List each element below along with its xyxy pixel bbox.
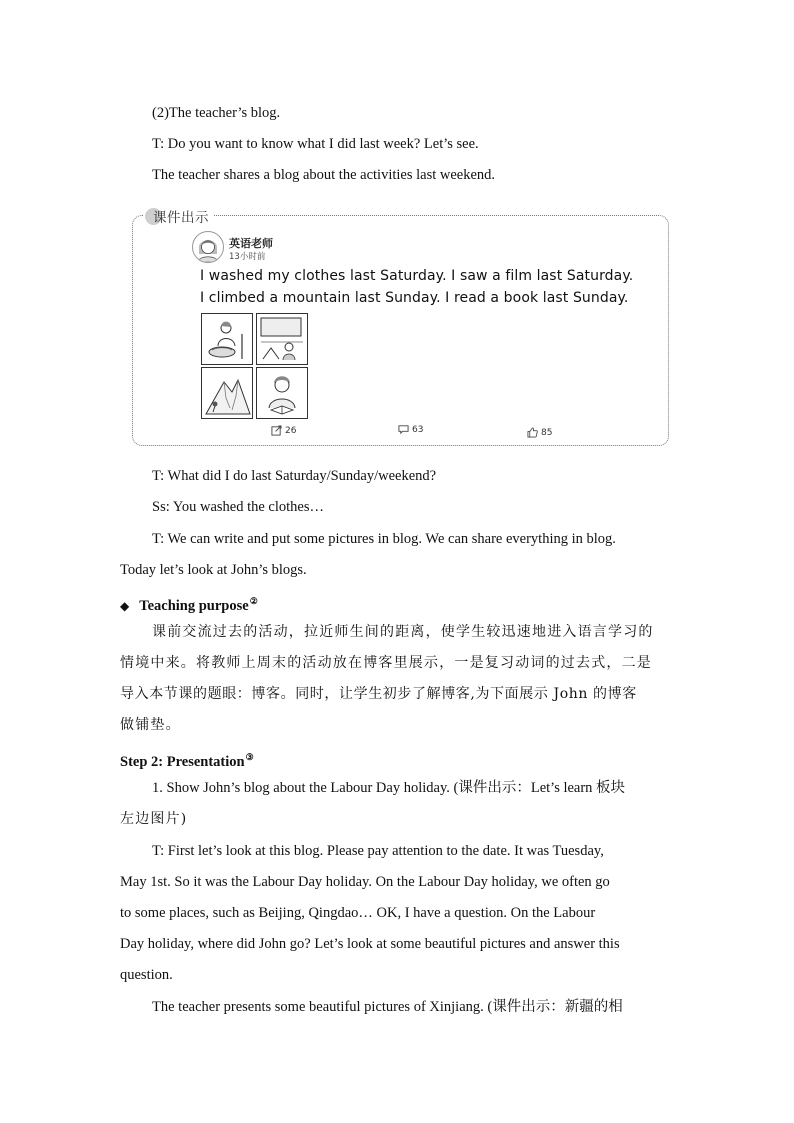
footnote-mark: ③ [245,752,254,762]
comment-count-value: 63 [412,424,424,435]
step-heading [120,748,254,771]
slide-tag [143,206,213,226]
purpose-text-line-1: 课前交流过去的活动，拉近师生间的距离，使学生较迅速地进入语言学习的 [152,624,654,640]
line-teacher-blog-share: T: We can write and put some pictures in blog. We can share everything in blog. [152,531,616,547]
line-may-first: May 1st. So it was the Labour Day holiday. On the Labour Day holiday, we often go [120,874,610,890]
watching-film-picture [256,313,308,365]
line-teacher-blog: (2)The teacher’s blog. [152,105,281,121]
line-where-john: Day holiday, where did John go? Let’s look at some beautiful pictures and answer this [120,936,620,952]
teaching-purpose-heading [120,592,258,615]
line-left-picture: 左边图片) [120,811,188,827]
comment-count[interactable] [398,424,423,435]
line-teacher-what-did: T: What did I do last Saturday/Sunday/weekend? [152,468,437,484]
like-count[interactable] [527,427,552,438]
line-show-blog: 1. Show John’s blog about the Labour Day holiday. (课件出示：Let’s learn 板块 [152,780,626,796]
purpose-text-line-3: 导入本节课的题眼：博客。同时，让学生初步了解博客,为下面展示 John 的博客 [120,686,637,702]
climbing-mountain-picture [201,367,253,419]
post-time: 13小时前 [229,252,266,262]
teaching-purpose-title: Teaching purpose [139,598,249,614]
washing-clothes-picture [201,313,253,365]
line-some-places: to some places, such as Beijing, Qingdao… OK, I have a question. On the Labour [120,905,596,921]
line-first-look: T: First let’s look at this blog. Please pay attention to the date. It was Tuesday, [152,843,604,859]
avatar [192,231,224,263]
share-icon [271,425,282,436]
thumbs-up-icon [527,427,538,438]
like-count-value: 85 [541,427,553,438]
share-count[interactable] [271,425,296,436]
slide-tag-label: 课件出示 [153,210,209,226]
line-teacher-question: T: Do you want to know what I did last week? Let’s see. [152,136,479,152]
share-count-value: 26 [285,425,297,436]
reading-book-picture [256,367,308,419]
line-xinjiang: The teacher presents some beautiful pictures of Xinjiang. (课件出示：新疆的相 [152,999,623,1015]
step-title: Step 2: Presentation [120,754,245,770]
footnote-mark: ② [249,596,258,606]
post-author: 英语老师 [229,237,273,250]
line-students-answer: Ss: You washed the clothes… [152,499,324,515]
purpose-text-line-2: 情境中来。将教师上周末的活动放在博客里展示，一是复习动词的过去式，二是 [120,655,652,671]
post-text-line-1: I washed my clothes last Saturday. I saw a film last Saturday. [200,268,634,284]
diamond-bullet-icon: ◆ [120,599,130,613]
line-teacher-shares: The teacher shares a blog about the activities last weekend. [152,167,496,183]
line-question: question. [120,967,173,983]
post-text-line-2: I climbed a mountain last Sunday. I read a book last Sunday. [200,290,629,306]
comment-icon [398,424,409,435]
purpose-text-line-4: 做铺垫。 [120,717,181,733]
line-today-look: Today let’s look at John’s blogs. [120,562,307,578]
